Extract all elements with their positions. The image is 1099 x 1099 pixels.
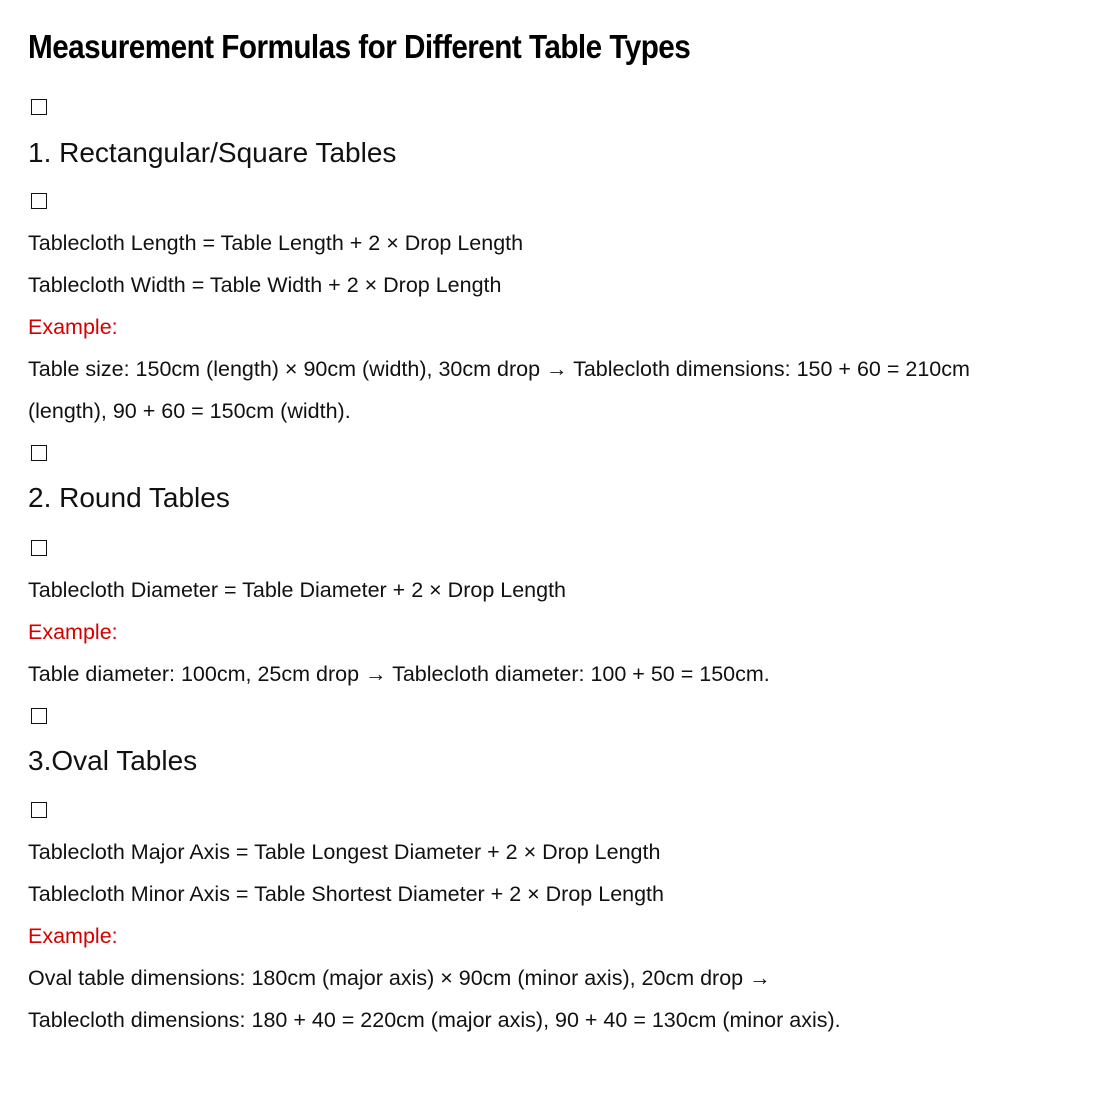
formula-line: Tablecloth Minor Axis = Table Shortest Diameter + 2 × Drop Length <box>28 882 664 906</box>
checkbox-icon <box>31 540 47 556</box>
formula-line: Tablecloth Width = Table Width + 2 × Drop Length <box>28 273 502 297</box>
formula-line: Tablecloth Length = Table Length + 2 × Drop Length <box>28 231 524 255</box>
example-label: Example: <box>28 924 118 948</box>
example-line: Oval table dimensions: 180cm (major axis) × 90cm (minor axis), 20cm drop → <box>28 966 771 990</box>
example-label: Example: <box>28 620 118 644</box>
checkbox-icon <box>31 99 47 115</box>
example-line: Table diameter: 100cm, 25cm drop → Tablecloth diameter: 100 + 50 = 150cm. <box>28 662 770 686</box>
checkbox-icon <box>31 193 47 209</box>
example-line: (length), 90 + 60 = 150cm (width). <box>28 399 351 423</box>
section-heading-oval: 3.Oval Tables <box>28 745 198 776</box>
page-title: Measurement Formulas for Different Table Types <box>28 28 691 65</box>
formula-line: Tablecloth Diameter = Table Diameter + 2 × Drop Length <box>28 578 567 602</box>
formula-line: Tablecloth Major Axis = Table Longest Diameter + 2 × Drop Length <box>28 840 661 864</box>
checkbox-icon <box>31 445 47 461</box>
section-heading-round: 2. Round Tables <box>28 482 230 513</box>
checkbox-icon <box>31 708 47 724</box>
example-line: Table size: 150cm (length) × 90cm (width), 30cm drop → Tablecloth dimensions: 150 + 60 = 210cm <box>28 357 970 381</box>
section-heading-rectangular: 1. Rectangular/Square Tables <box>28 137 397 168</box>
example-line: Tablecloth dimensions: 180 + 40 = 220cm (major axis), 90 + 40 = 130cm (minor axis). <box>28 1008 841 1032</box>
checkbox-icon <box>31 802 47 818</box>
example-label: Example: <box>28 315 118 339</box>
